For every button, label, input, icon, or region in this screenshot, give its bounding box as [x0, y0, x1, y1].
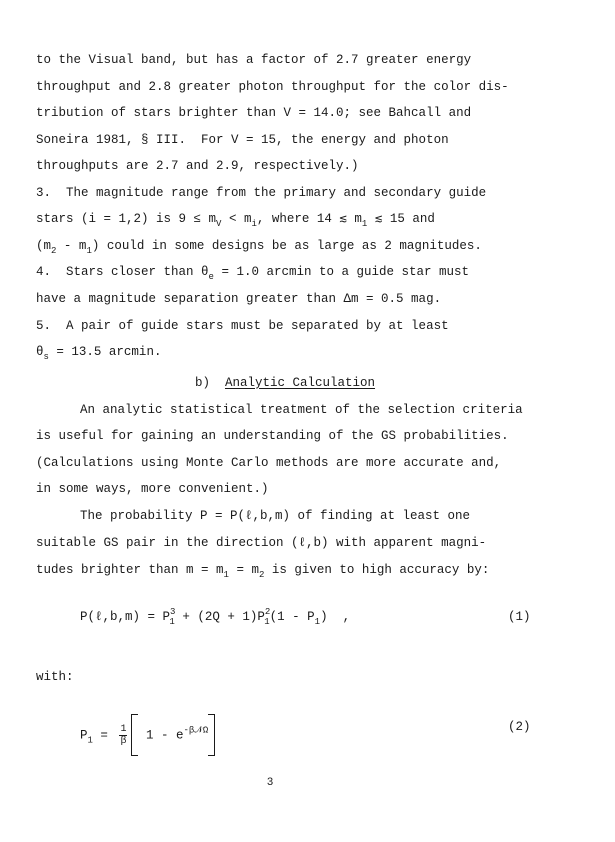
- text-line: Soneira 1981, § III. For V = 15, the energy and photon: [36, 133, 449, 147]
- text-line: An analytic statistical treatment of the selection criteria: [80, 403, 523, 417]
- text-line: suitable GS pair in the direction (ℓ,b) with apparent magni-: [36, 536, 487, 550]
- text-line-with-math: stars (i = 1,2) is $9 \le m_V < m_i$, where 14 ≲ $m_1$ ≲ 15 and: [36, 212, 435, 229]
- text-line: (Calculations using Monte Carlo methods are more accurate and,: [36, 456, 502, 470]
- text-line: tribution of stars brighter than V = 14.0; see Bahcall and: [36, 106, 472, 120]
- section-heading: b) Analytic Calculation: [194, 376, 376, 390]
- equation-number: (1): [508, 610, 531, 624]
- text-line-with-math: tudes brighter than $m = m_1 = m_2$ is given to high accuracy by:: [36, 563, 490, 580]
- equation-2: $P_1$ = $\frac{1}{\beta}$ $1 - e^{-\beta 𝒩\Omega}$: [80, 714, 215, 756]
- text-line: 3. The magnitude range from the primary and secondary guide: [36, 186, 487, 200]
- text-line: throughputs are 2.7 and 2.9, respectively.): [36, 159, 359, 173]
- fraction: $\frac{1}{\beta}$: [120, 723, 127, 747]
- right-bracket: [208, 714, 215, 756]
- equation-1: P(ℓ,b,m) = $P^3_1 + (2Q + 1)P^2_1(1 - P_1)$ ,: [80, 607, 351, 627]
- text-line-with-math: 4. Stars closer than $\theta_e = 1.0$ arcmin to a guide star must: [36, 265, 469, 282]
- equation-number: (2): [508, 720, 531, 734]
- text-line: have a magnitude separation greater than Δm = 0.5 mag.: [36, 292, 442, 306]
- text-line: is useful for gaining an understanding of the GS probabilities.: [36, 429, 509, 443]
- text-line-with-math: $(m_2 - m_1)$ could in some designs be as large as 2 magnitudes.: [36, 239, 482, 256]
- text-line: throughput and 2.8 greater photon throughput for the color dis-: [36, 80, 509, 94]
- text-line: in some ways, more convenient.): [36, 482, 269, 496]
- page-number: 3: [266, 777, 274, 789]
- text-line: The probability P = P(ℓ,b,m) of finding at least one: [80, 509, 471, 523]
- text-line: to the Visual band, but has a factor of 2.7 greater energy: [36, 53, 472, 67]
- text-line: 5. A pair of guide stars must be separated by at least: [36, 319, 449, 333]
- text-line-with-math: $\theta_s = 13.5$ arcmin.: [36, 345, 162, 362]
- text-line: with:: [36, 670, 74, 684]
